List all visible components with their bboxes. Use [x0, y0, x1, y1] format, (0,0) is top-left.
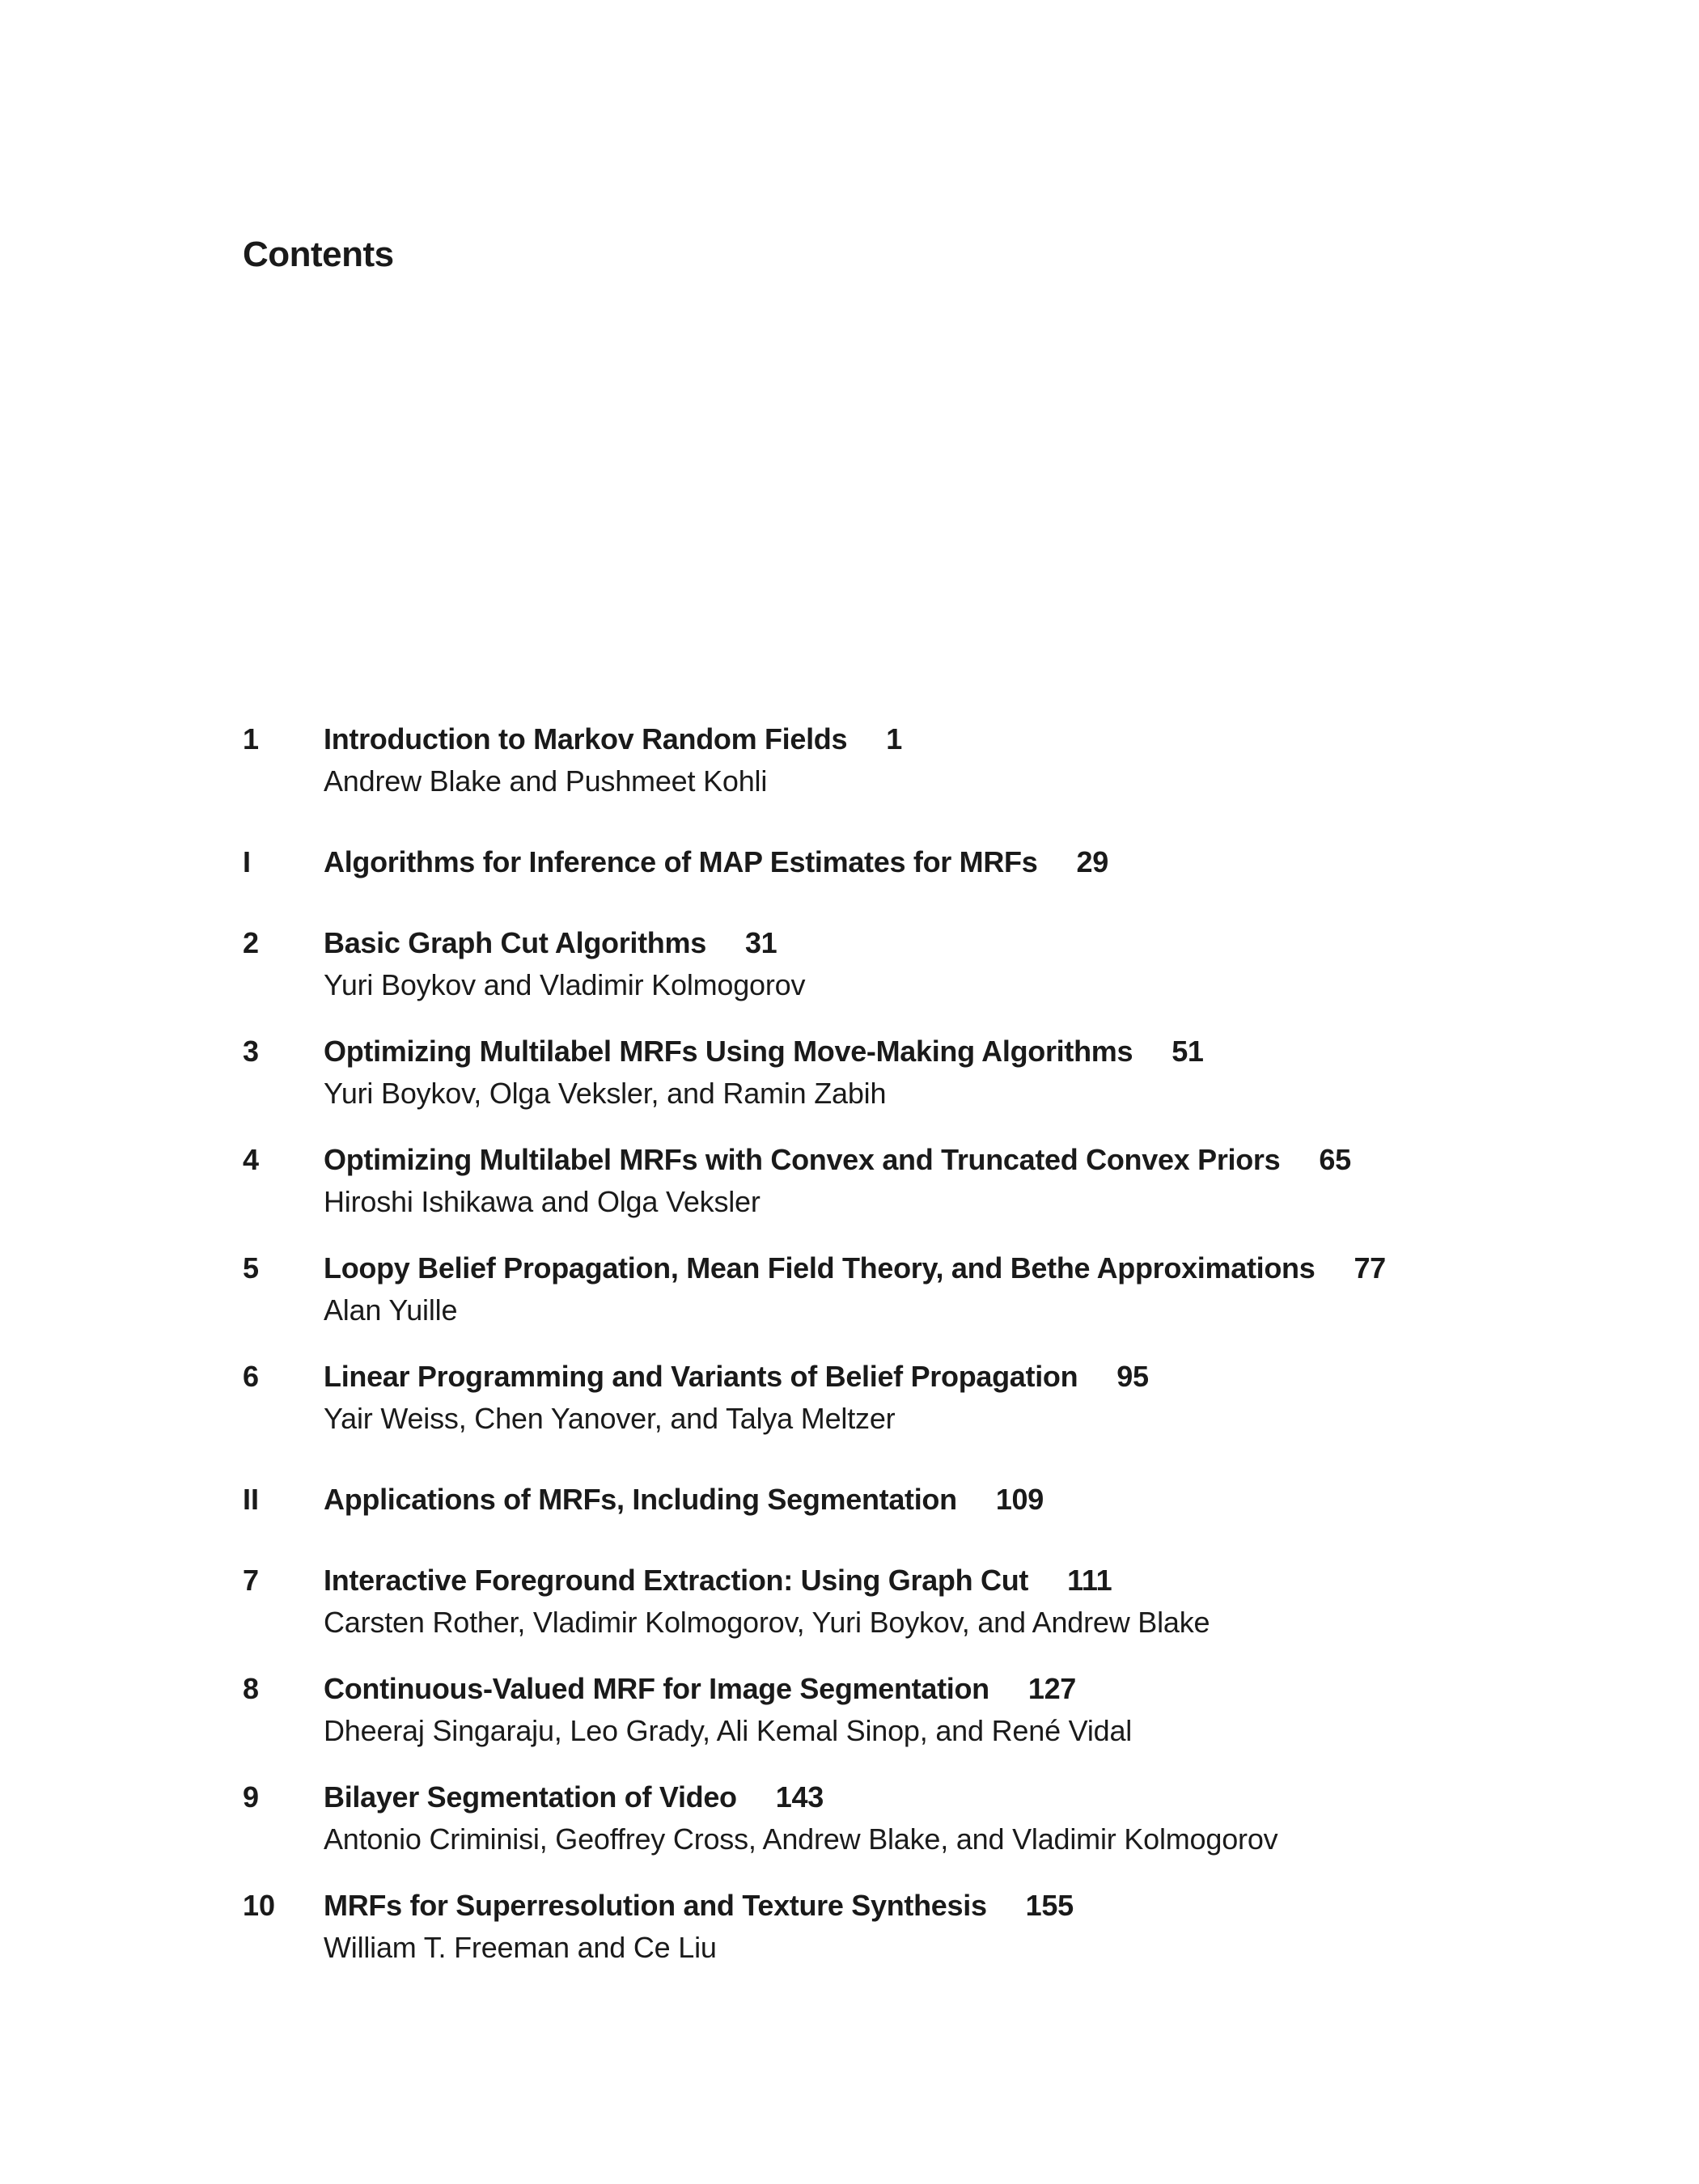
toc-entry-chapter-6[interactable] — [243, 1356, 1578, 1440]
page-number: 143 — [775, 1780, 824, 1814]
chapter-title: Basic Graph Cut Algorithms — [324, 926, 706, 959]
toc-entry-part-2[interactable] — [243, 1479, 1578, 1521]
chapter-authors: Hiroshi Ishikawa and Olga Veksler — [324, 1185, 761, 1218]
toc-entry-chapter-2[interactable] — [243, 922, 1578, 1006]
chapter-number: 8 — [243, 1672, 260, 1705]
chapter-authors: Alan Yuille — [324, 1293, 458, 1327]
page-number: 29 — [1076, 845, 1108, 878]
toc-entry-chapter-5[interactable] — [243, 1247, 1578, 1331]
toc-entry-chapter-8[interactable] — [243, 1668, 1578, 1752]
chapter-title: MRFs for Superresolution and Texture Synthesis — [324, 1889, 987, 1922]
chapter-number: 9 — [243, 1780, 260, 1814]
page-title: Contents — [243, 235, 394, 274]
chapter-title: Loopy Belief Propagation, Mean Field Theory, and Bethe Approximations — [324, 1251, 1316, 1285]
toc-entry-chapter-7[interactable] — [243, 1560, 1578, 1644]
page-number: 31 — [744, 926, 777, 959]
part-title: Applications of MRFs, Including Segmentation — [324, 1483, 957, 1516]
page-number: 109 — [995, 1483, 1044, 1516]
page-number: 51 — [1172, 1035, 1204, 1068]
chapter-number: 5 — [243, 1251, 260, 1285]
toc-entry-chapter-3[interactable] — [243, 1031, 1578, 1115]
page-number: 111 — [1067, 1564, 1112, 1597]
page-number: 127 — [1027, 1672, 1077, 1705]
chapter-authors: William T. Freeman and Ce Liu — [324, 1931, 717, 1964]
chapter-title: Optimizing Multilabel MRFs Using Move-Making Algorithms — [324, 1035, 1133, 1068]
page-number: 65 — [1319, 1143, 1351, 1176]
toc-entry-chapter-4[interactable] — [243, 1139, 1578, 1223]
toc-entry-chapter-10[interactable] — [243, 1885, 1578, 1969]
chapter-authors: Yair Weiss, Chen Yanover, and Talya Meltzer — [324, 1402, 896, 1435]
chapter-title: Interactive Foreground Extraction: Using Graph Cut — [324, 1564, 1029, 1597]
page-number: 1 — [886, 722, 902, 756]
chapter-authors: Antonio Criminisi, Geoffrey Cross, Andrew Blake, and Vladimir Kolmogorov — [324, 1822, 1278, 1856]
chapter-authors: Yuri Boykov, Olga Veksler, and Ramin Zabih — [324, 1077, 887, 1110]
part-number: I — [243, 845, 252, 878]
table-of-contents — [243, 718, 1578, 1993]
chapter-title: Optimizing Multilabel MRFs with Convex and Truncated Convex Priors — [324, 1143, 1281, 1176]
chapter-title: Linear Programming and Variants of Belief Propagation — [324, 1360, 1078, 1393]
toc-entry-chapter-9[interactable] — [243, 1776, 1578, 1860]
page-number: 77 — [1354, 1251, 1386, 1285]
chapter-number: 3 — [243, 1035, 260, 1068]
chapter-title: Bilayer Segmentation of Video — [324, 1780, 737, 1814]
chapter-authors: Andrew Blake and Pushmeet Kohli — [324, 764, 768, 798]
page-number: 95 — [1116, 1360, 1149, 1393]
chapter-number: 1 — [243, 722, 260, 756]
chapter-number: 7 — [243, 1564, 260, 1597]
part-number: II — [243, 1483, 260, 1516]
chapter-number: 2 — [243, 926, 260, 959]
chapter-authors: Yuri Boykov and Vladimir Kolmogorov — [324, 968, 806, 1001]
chapter-number: 10 — [243, 1889, 276, 1922]
chapter-title: Continuous-Valued MRF for Image Segmentation — [324, 1672, 989, 1705]
toc-entry-chapter-1[interactable] — [243, 718, 1578, 802]
toc-entry-part-1[interactable] — [243, 841, 1578, 883]
chapter-number: 4 — [243, 1143, 260, 1176]
chapter-number: 6 — [243, 1360, 260, 1393]
chapter-title: Introduction to Markov Random Fields — [324, 722, 848, 756]
page-number: 155 — [1025, 1889, 1074, 1922]
part-title: Algorithms for Inference of MAP Estimates for MRFs — [324, 845, 1038, 878]
chapter-authors: Dheeraj Singaraju, Leo Grady, Ali Kemal Sinop, and René Vidal — [324, 1714, 1133, 1747]
chapter-authors: Carsten Rother, Vladimir Kolmogorov, Yuri Boykov, and Andrew Blake — [324, 1606, 1210, 1639]
